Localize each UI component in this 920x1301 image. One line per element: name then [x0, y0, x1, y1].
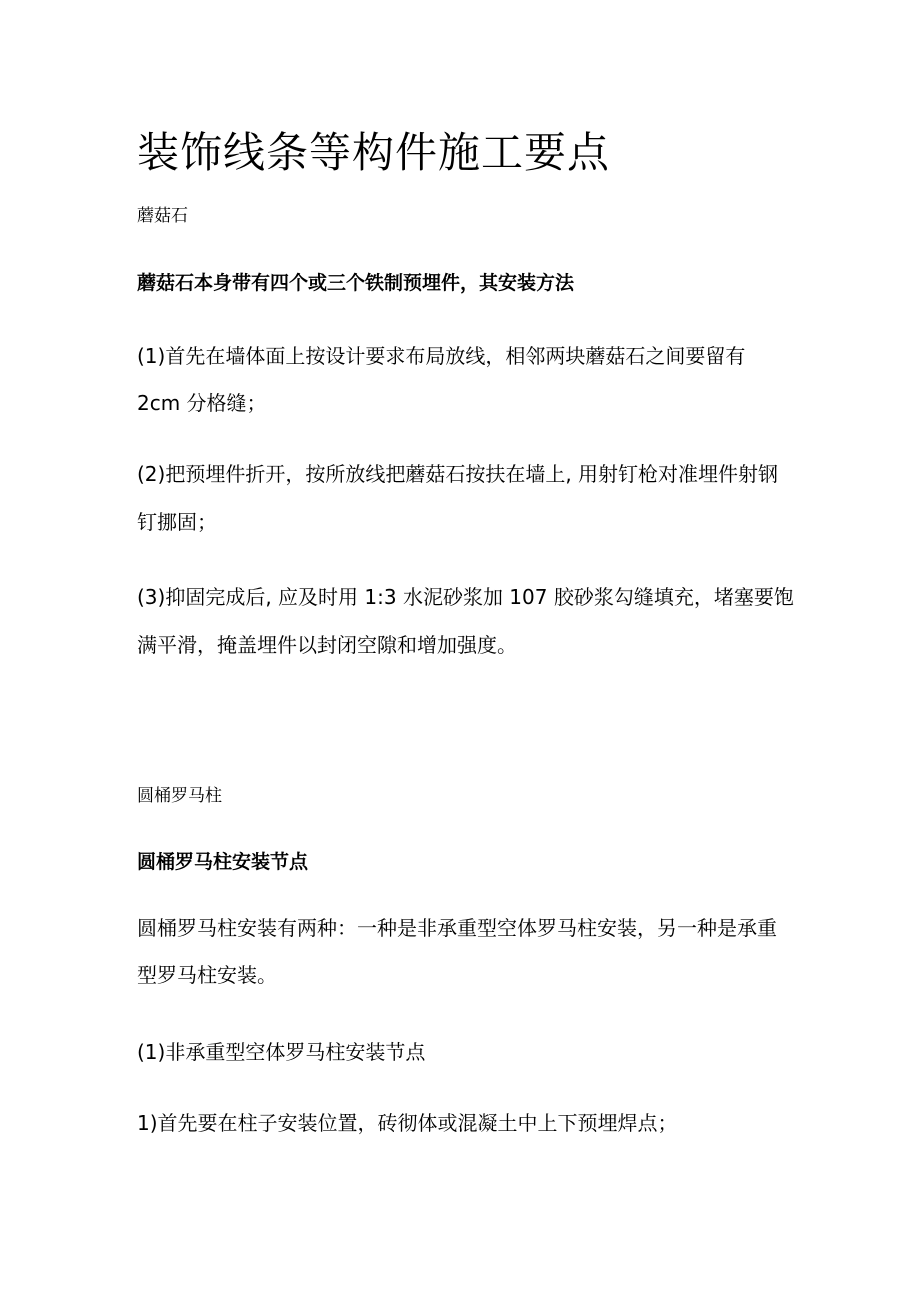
- step1-line1: (1)首先在墙体面上按设计要求布局放线，相邻两块蘑菇石之间要留有: [137, 344, 746, 368]
- section-heading-roman-column: 圆桶罗马柱安装节点: [137, 851, 309, 873]
- section-label-mushroom-stone: 蘑菇石: [137, 206, 188, 226]
- step3-line1: (3)抑固完成后, 应及时用 1:3 水泥砂浆加 107 胶砂浆勾缝填充，堵塞要饱: [137, 585, 794, 609]
- step2-line2: 钉挪固；: [137, 510, 217, 534]
- intro-line1: 圆桶罗马柱安装有两种：一种是非承重型空体罗马柱安装，另一种是承重: [137, 916, 777, 940]
- page-title: 装饰线条等构件施工要点: [137, 128, 611, 177]
- section-heading-mushroom-stone: 蘑菇石本身带有四个或三个铁制预埋件，其安装方法: [137, 272, 575, 294]
- step1-line2: 2cm 分格缝；: [137, 391, 267, 415]
- section-label-roman-column: 圆桶罗马柱: [137, 786, 222, 806]
- subsection-non-load-bearing: (1)非承重型空体罗马柱安装节点: [137, 1040, 426, 1064]
- step2-line1: (2)把预埋件折开，按所放线把蘑菇石按扶在墙上, 用射钉枪对准埋件射钢: [137, 462, 779, 486]
- intro-line2: 型罗马柱安装。: [137, 963, 277, 987]
- step3-line2: 满平滑，掩盖埋件以封闭空隙和增加强度。: [137, 633, 517, 657]
- install-item-1: 1)首先要在柱子安装位置，砖彻体或混凝土中上下预埋焊点；: [137, 1111, 678, 1135]
